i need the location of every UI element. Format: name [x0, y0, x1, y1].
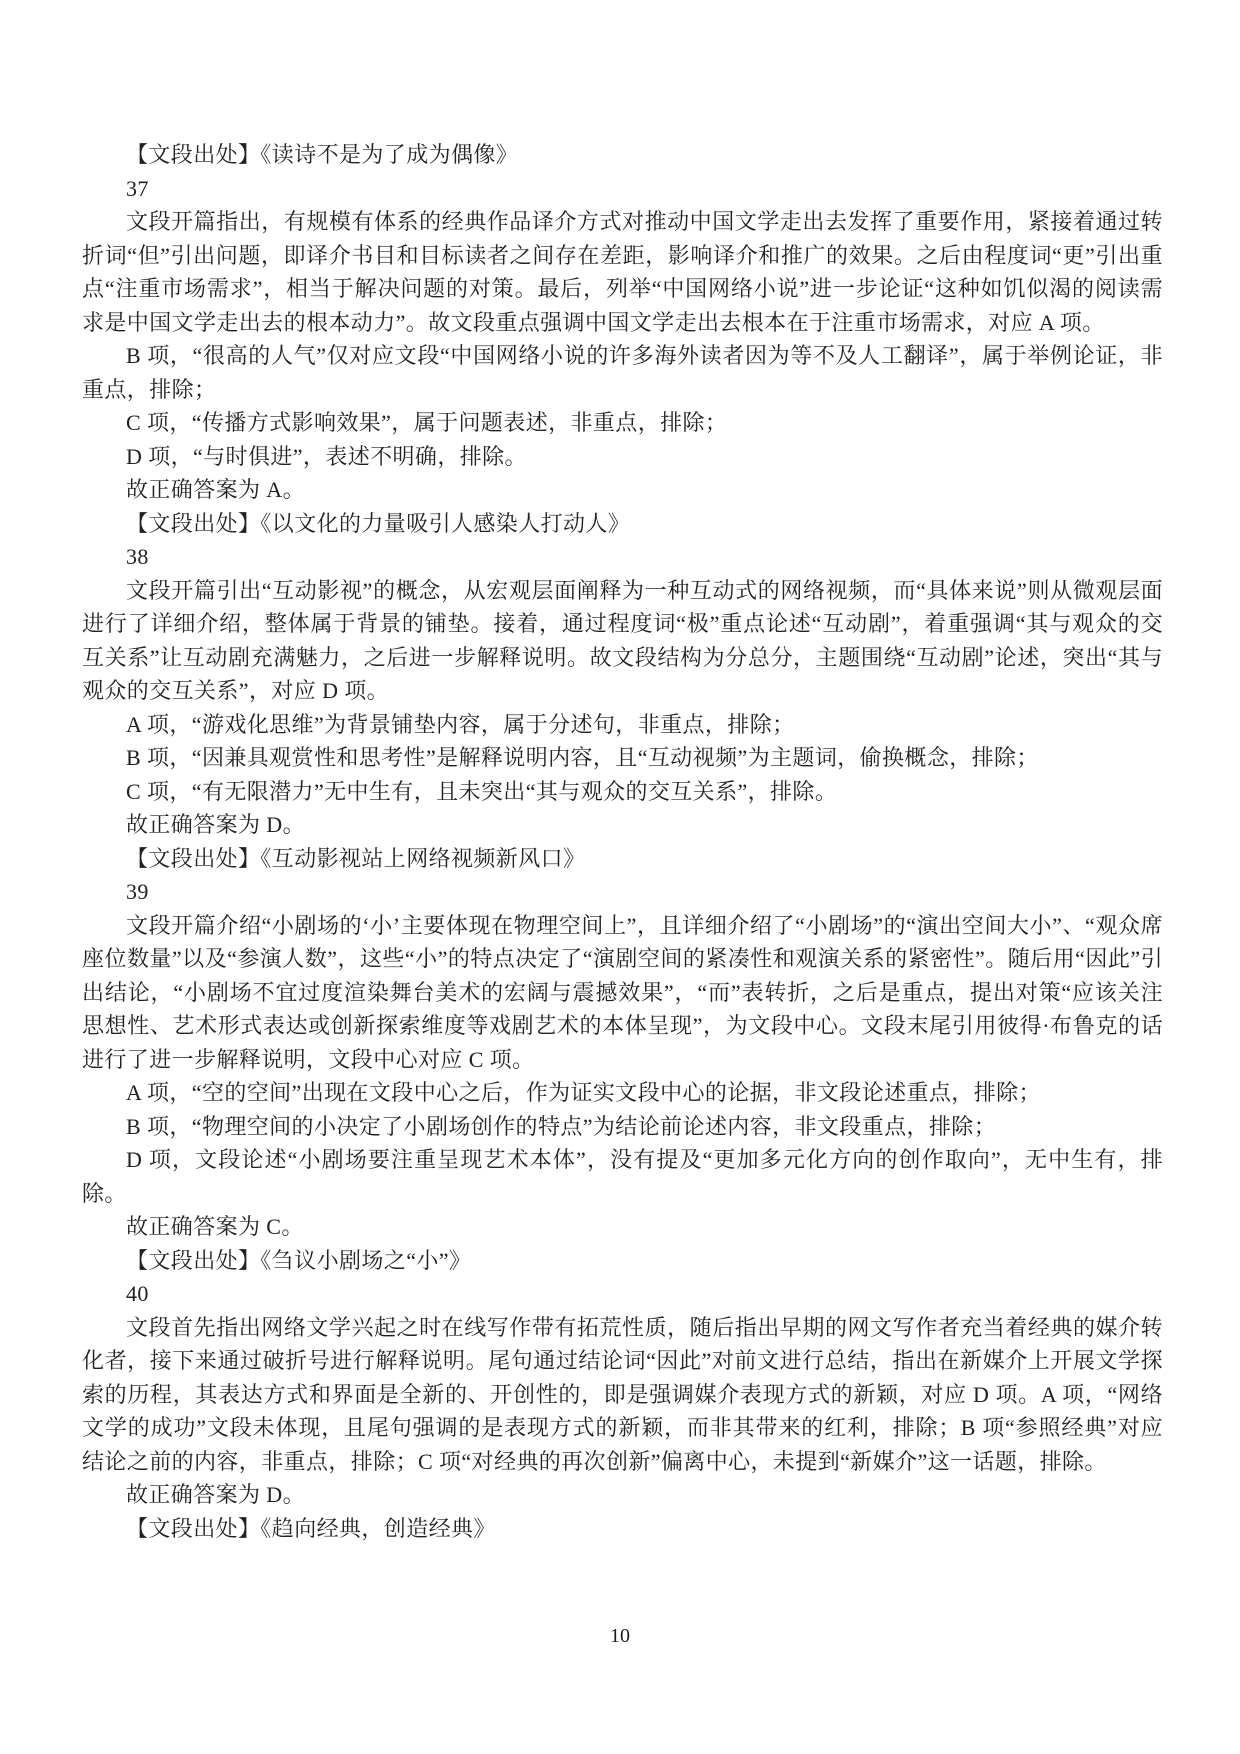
paragraph: B 项，“物理空间的小决定了小剧场创作的特点”为结论前论述内容，非文段重点，排除； — [126, 1113, 997, 1139]
paragraph: 40 — [126, 1281, 149, 1306]
paragraph: B 项，“因兼具观赏性和思考性”是解释说明内容，且“互动视频”为主题词，偷换概念，排除； — [126, 745, 1039, 770]
paragraph-list — [82, 138, 1163, 1545]
paragraph: 38 — [126, 544, 149, 569]
paragraph: 【文段出处】《以文化的力量吸引人感染人打动人》 — [126, 510, 631, 536]
paragraph: 故正确答案为 D。 — [126, 1482, 305, 1507]
paragraph: 37 — [126, 175, 149, 201]
paragraph: 故正确答案为 A。 — [126, 477, 305, 502]
document-body — [82, 138, 1163, 1545]
paragraph: 【文段出处】《互动影视站上网络视频新风口》 — [126, 845, 586, 871]
paragraph: 【文段出处】《刍议小剧场之“小”》 — [126, 1247, 472, 1273]
paragraph: A 项，“空的空间”出现在文段中心之后，作为证实文段中心的论据，非文段论述重点，排除； — [126, 1080, 1041, 1105]
paragraph: 故正确答案为 D。 — [126, 812, 305, 837]
paragraph: 文段开篇引出“互动影视”的概念，从宏观层面阐释为一种互动式的网络视频，而“具体来说”则从微观层面进行了详细介绍，整体属于背景的铺垫。接着，通过程度词“极”重点论述“互动剧”，着重强调“其与观众的交互关系”让互动剧充满魅力，之后进一步解释说明。故文段结构为分总分，主题围绕“互动剧”论述，突出“其与观众的交互关系”，对应 D 项。 — [82, 577, 1163, 703]
paragraph: 故正确答案为 C。 — [126, 1214, 304, 1239]
paragraph: 【文段出处】《读诗不是为了成为偶像》 — [126, 142, 519, 167]
paragraph: 39 — [126, 879, 149, 904]
paragraph: 文段开篇介绍“小剧场的‘小’主要体现在物理空间上”，且详细介绍了“小剧场”的“演出空间大小”、“观众席座位数量”以及“参演人数”，这些“小”的特点决定了“演剧空间的紧凑性和观演关系的紧密性”。随后用“因此”引出结论，“小剧场不宜过度渲染舞台美术的宏阔与震撼效果”，“而”表转折，之后是重点，提出对策“应该关注思想性、艺术形式表达或创新探索维度等戏剧艺术的本体呈现”，为文段中心。文段末尾引用彼得·布鲁克的话进行了进一步解释说明，文段中心对应 C 项。 — [82, 912, 1163, 1072]
paragraph: 【文段出处】《趋向经典，创造经典》 — [126, 1515, 496, 1541]
page-number: 10 — [610, 1625, 630, 1647]
paragraph: D 项，文段论述“小剧场要注重呈现艺术本体”，没有提及“更加多元化方向的创作取向”，无中生有，排除。 — [82, 1147, 1163, 1206]
paragraph: C 项，“有无限潜力”无中生有，且未突出“其与观众的交互关系”，排除。 — [126, 778, 838, 804]
paragraph: 文段开篇指出，有规模有体系的经典作品译介方式对推动中国文学走出去发挥了重要作用，紧接着通过转折词“但”引出问题，即译介书目和目标读者之间存在差距，影响译介和推广的效果。之后由程度词“更”引出重点“注重市场需求”，相当于解决问题的对策。最后，列举“中国网络小说”进一步论证“这种如饥似渴的阅读需求是中国文学走出去的根本动力”。故文段重点强调中国文学走出去根本在于注重市场需求，对应 A 项。 — [82, 209, 1163, 335]
paragraph: D 项，“与时俱进”，表述不明确，排除。 — [126, 443, 527, 469]
paragraph: 文段首先指出网络文学兴起之时在线写作带有拓荒性质，随后指出早期的网文写作者充当着经典的媒介转化者，接下来通过破折号进行解释说明。尾句通过结论词“因此”对前文进行总结，指出在新媒介上开展文学探索的历程，其表达方式和界面是全新的、开创性的，即是强调媒介表现方式的新颖，对应 D 项。A 项，“网络文学的成功”文段未体现，且尾句强调的是表现方式的新颖，而非其带来的红利，排除；B 项“参照经典”对应结论之前的内容，非重点，排除；C 项“对经典的再次创新”偏离中心，未提到“新媒介”这一话题，排除。 — [82, 1314, 1163, 1474]
paragraph: B 项，“很高的人气”仅对应文段“中国网络小说的许多海外读者因为等不及人工翻译”，属于举例论证，非重点，排除； — [82, 343, 1163, 402]
paragraph: C 项，“传播方式影响效果”，属于问题表述，非重点，排除； — [126, 410, 728, 435]
paragraph: A 项，“游戏化思维”为背景铺垫内容，属于分述句，非重点，排除； — [126, 711, 795, 737]
